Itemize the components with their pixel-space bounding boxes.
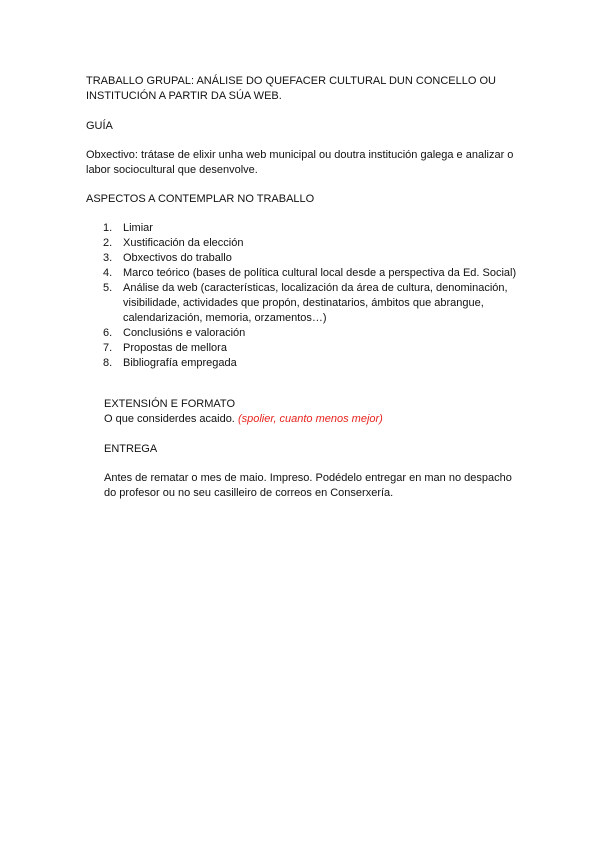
- list-item-number: 6.: [103, 327, 113, 339]
- list-item: [86, 266, 526, 281]
- list-item-number: 8.: [103, 357, 113, 369]
- extension-text: O que considerdes acaido.: [104, 413, 235, 425]
- list-item-text: Xustificación da elección: [123, 237, 244, 249]
- list-item-number: 5.: [103, 282, 113, 294]
- list-item-number: 1.: [103, 222, 113, 234]
- list-item-text: Bibliografía empregada: [123, 357, 237, 369]
- list-item-number: 4.: [103, 267, 113, 279]
- list-item: [86, 341, 526, 356]
- extension-line: [104, 412, 383, 427]
- extension-heading: EXTENSIÓN E FORMATO: [104, 398, 235, 410]
- list-item: [86, 326, 526, 341]
- list-item: [86, 281, 526, 326]
- list-item-text: Propostas de mellora: [123, 342, 227, 354]
- list-item-text: Marco teórico (bases de política cultural local desde a perspectiva da Ed. Social): [123, 267, 517, 279]
- list-item: [86, 221, 526, 236]
- aspects-heading: ASPECTOS A CONTEMPLAR NO TRABALLO: [86, 193, 315, 205]
- aspects-list: [86, 221, 526, 371]
- list-item: [86, 251, 526, 266]
- document-title: TRABALLO GRUPAL: ANÁLISE DO QUEFACER CULTURAL DUN CONCELLO OU INSTITUCIÓN A PARTIR DA SÚA WEB.: [86, 75, 496, 102]
- delivery-paragraph: Antes de rematar o mes de maio. Impreso. Podédelo entregar en man no despacho do profesor ou no seu casilleiro de correos en Conserxería.: [104, 472, 512, 499]
- spoiler-note: (spolier, cuanto menos mejor): [237, 413, 383, 425]
- list-item-text: Conclusións e valoración: [123, 327, 246, 339]
- list-item-text: Limiar: [123, 222, 153, 234]
- list-item-number: 2.: [103, 237, 113, 249]
- list-item-number: 3.: [103, 252, 113, 264]
- guide-heading: GUÍA: [86, 120, 113, 132]
- objective-paragraph: Obxectivo: trátase de elixir unha web municipal ou doutra institución galega e analizar o labor sociocultural que desenvolve.: [86, 149, 514, 176]
- list-item: [86, 356, 526, 371]
- delivery-heading: ENTREGA: [104, 443, 158, 455]
- list-item-text: Obxectivos do traballo: [123, 252, 232, 264]
- list-item-text: Análise da web (características, localización da área de cultura, denominación, visibilidade, actividades que propón, destinatarios, ámbitos que abrangue, calendarización, memoria, orzamentos…): [123, 282, 508, 324]
- list-item: [86, 236, 526, 251]
- list-item-number: 7.: [103, 342, 113, 354]
